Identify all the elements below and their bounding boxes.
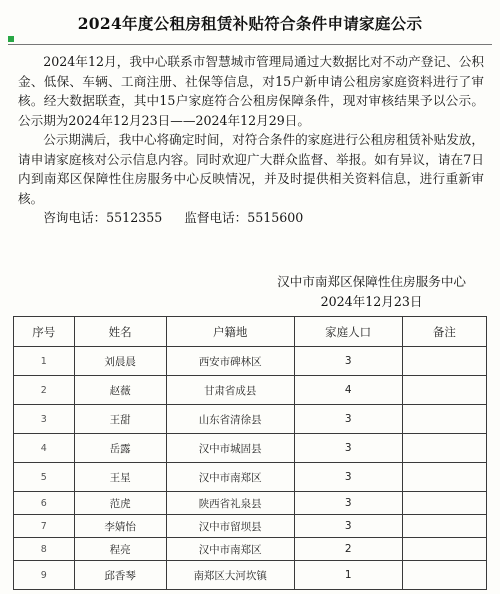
cell-index: 2 xyxy=(14,376,75,405)
table-row xyxy=(14,434,487,463)
cell-remark xyxy=(402,538,486,561)
cell-name: 岳露 xyxy=(74,434,166,463)
cell-hometown: 陕西省礼泉县 xyxy=(166,492,294,515)
cell-name: 王甜 xyxy=(74,405,166,434)
table-row xyxy=(14,463,487,492)
cell-household-size: 2 xyxy=(294,538,402,561)
cell-name: 李婧怡 xyxy=(74,515,166,538)
cell-remark xyxy=(402,515,486,538)
cell-hometown: 南郑区大河坎镇 xyxy=(166,561,294,590)
table-row xyxy=(14,538,487,561)
contact-line xyxy=(18,208,484,228)
table-row xyxy=(14,561,487,590)
cell-name: 范虎 xyxy=(74,492,166,515)
paragraph-followup: 公示期满后，我中心将确定时间，对符合条件的家庭进行公租房租赁补贴发放，请申请家庭核对公示信息内容。同时欢迎广大群众监督、举报。如有异议，请在7日内到南郑区保障性住房服务中心反映情况，并及时提供相关资料信息，进行重新审核。 xyxy=(18,132,484,206)
cell-name: 刘晨晨 xyxy=(74,347,166,376)
green-marker xyxy=(8,36,14,42)
cell-hometown: 西安市碑林区 xyxy=(166,347,294,376)
table-row xyxy=(14,347,487,376)
cell-index: 4 xyxy=(14,434,75,463)
cell-remark xyxy=(402,492,486,515)
table-row xyxy=(14,515,487,538)
cell-remark xyxy=(402,376,486,405)
signature-date: 2024年12月23日 xyxy=(320,294,423,309)
supervise-number: 5515600 xyxy=(247,210,304,225)
table-row xyxy=(14,492,487,515)
notice-title: 2024年度公租房租赁补贴符合条件申请家庭公示 xyxy=(77,14,423,33)
notice-body xyxy=(18,52,484,228)
table-row xyxy=(14,376,487,405)
cell-remark xyxy=(402,561,486,590)
cell-household-size: 3 xyxy=(294,434,402,463)
supervise-label: 监督电话： xyxy=(184,210,248,225)
signature-block xyxy=(277,272,466,312)
table-body xyxy=(14,347,487,590)
cell-household-size: 3 xyxy=(294,463,402,492)
cell-name: 程亮 xyxy=(74,538,166,561)
header-index: 序号 xyxy=(14,317,75,347)
cell-household-size: 1 xyxy=(294,561,402,590)
cell-name: 王星 xyxy=(74,463,166,492)
cell-name: 邱香琴 xyxy=(74,561,166,590)
cell-household-size: 3 xyxy=(294,347,402,376)
table-header-row xyxy=(14,317,487,347)
household-table xyxy=(13,316,487,590)
cell-hometown: 山东省清徐县 xyxy=(166,405,294,434)
cell-household-size: 3 xyxy=(294,492,402,515)
header-remark: 备注 xyxy=(402,317,486,347)
cell-hometown: 甘肃省成县 xyxy=(166,376,294,405)
cell-index: 9 xyxy=(14,561,75,590)
paragraph-audit: 2024年12月，我中心联系市智慧城市管理局通过大数据比对不动产登记、公积金、低保、车辆、工商注册、社保等信息，对15户新申请公租房家庭资料进行了审核。经大数据联查，其中15户家庭符合公租房保障条件，现对审核结果予以公示。公示期为2024年12月23日——2024年12月29日。 xyxy=(18,54,484,128)
household-table-wrap xyxy=(13,316,487,590)
signature-org: 汉中市南郑区保障性住房服务中心 xyxy=(277,274,466,289)
cell-household-size: 3 xyxy=(294,405,402,434)
cell-index: 6 xyxy=(14,492,75,515)
cell-hometown: 汉中市城固县 xyxy=(166,434,294,463)
cell-index: 1 xyxy=(14,347,75,376)
cell-household-size: 3 xyxy=(294,515,402,538)
header-name: 姓名 xyxy=(74,317,166,347)
cell-index: 3 xyxy=(14,405,75,434)
consult-label: 咨询电话： xyxy=(43,210,107,225)
cell-remark xyxy=(402,405,486,434)
cell-index: 7 xyxy=(14,515,75,538)
title-divider xyxy=(8,44,492,45)
cell-hometown: 汉中市留坝县 xyxy=(166,515,294,538)
cell-household-size: 4 xyxy=(294,376,402,405)
table-row xyxy=(14,405,487,434)
cell-index: 8 xyxy=(14,538,75,561)
cell-remark xyxy=(402,434,486,463)
cell-hometown: 汉中市南郑区 xyxy=(166,538,294,561)
cell-remark xyxy=(402,347,486,376)
header-household-size: 家庭人口 xyxy=(294,317,402,347)
header-hometown: 户籍地 xyxy=(166,317,294,347)
cell-hometown: 汉中市南郑区 xyxy=(166,463,294,492)
cell-remark xyxy=(402,463,486,492)
cell-index: 5 xyxy=(14,463,75,492)
cell-name: 赵薇 xyxy=(74,376,166,405)
consult-number: 5512355 xyxy=(106,210,163,225)
